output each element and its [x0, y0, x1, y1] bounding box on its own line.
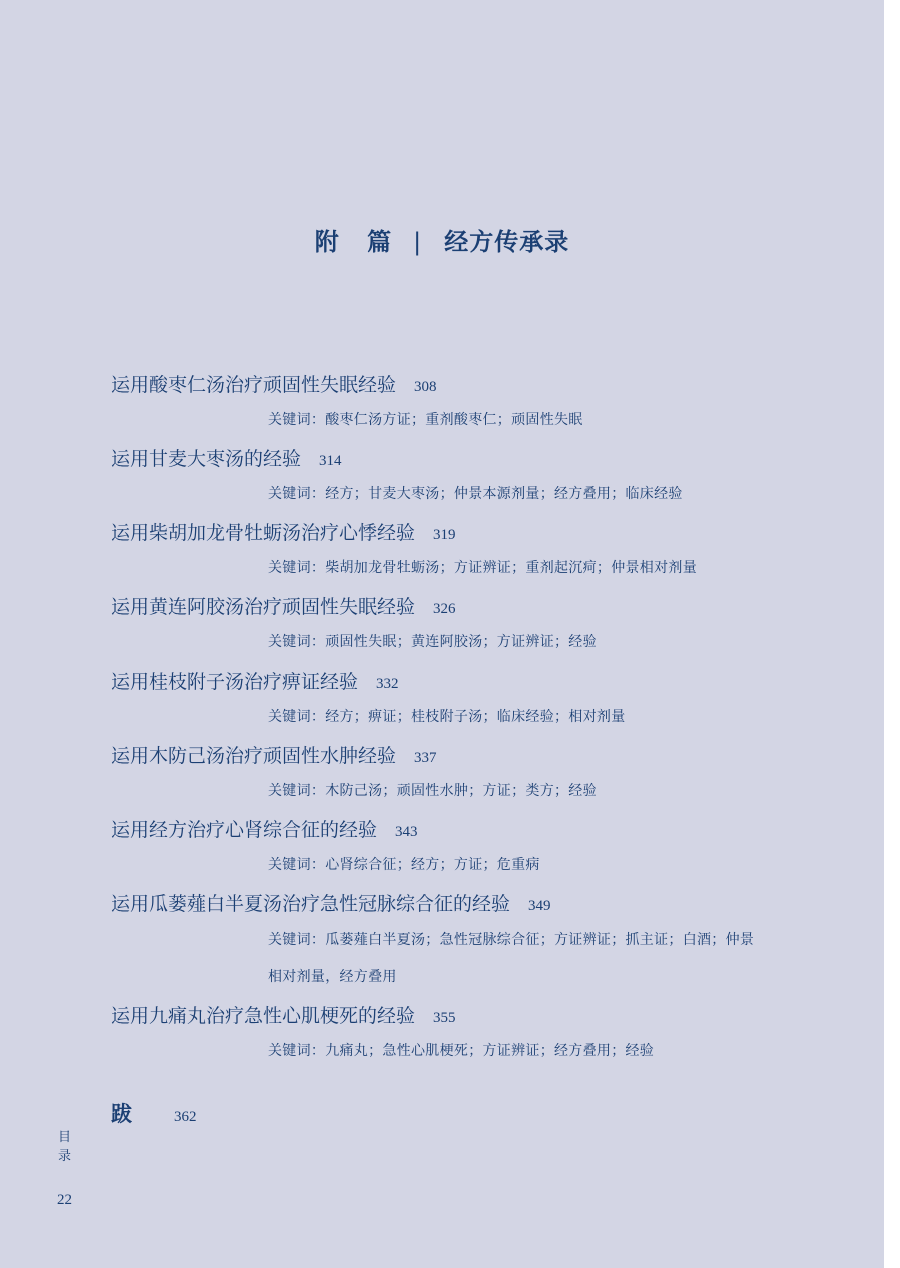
section-title	[0, 222, 884, 257]
toc-entry-title: 运用经方治疗心肾综合征的经验	[111, 819, 378, 841]
toc-entry[interactable]	[111, 818, 418, 844]
toc-entry-keywords: 关键词：柴胡加龙骨牡蛎汤；方证辨证；重剂起沉疴；仲景相对剂量	[268, 560, 697, 576]
toc-entry[interactable]	[111, 521, 456, 547]
toc-entry-title: 运用九痛丸治疗急性心肌梗死的经验	[111, 1005, 416, 1027]
toc-entry-page: 332	[376, 676, 399, 692]
page-number: 22	[57, 1192, 72, 1208]
toc-entry-keywords: 关键词：经方；痹证；桂枝附子汤；临床经验；相对剂量	[268, 709, 626, 725]
toc-entry[interactable]	[111, 595, 456, 621]
toc-entry-keywords: 关键词：木防己汤；顽固性水肿；方证；类方；经验	[268, 783, 597, 799]
toc-entry-keywords: 关键词：心肾综合征；经方；方证；危重病	[268, 857, 540, 873]
toc-entry-title: 运用黄连阿胶汤治疗顽固性失眠经验	[111, 596, 416, 618]
toc-entry[interactable]	[111, 744, 437, 770]
section-heading: 经方传承录	[444, 228, 570, 256]
postscript-title: 跋	[111, 1102, 132, 1126]
toc-entry-keywords: 关键词：瓜蒌薤白半夏汤；急性冠脉综合征；方证辨证；抓主证；白酒；仲景相对剂量，经方叠用	[268, 932, 755, 985]
toc-entry[interactable]	[111, 447, 342, 473]
toc-entry[interactable]	[111, 373, 437, 399]
toc-entry-page: 308	[414, 379, 437, 395]
toc-entry-page: 349	[528, 898, 551, 914]
toc-entry-page: 314	[319, 453, 342, 469]
toc-entry-title: 运用桂枝附子汤治疗痹证经验	[111, 671, 359, 693]
toc-entry-title: 运用酸枣仁汤治疗顽固性失眠经验	[111, 374, 397, 396]
running-head: 目录	[58, 1130, 72, 1164]
toc-entry-page: 355	[433, 1010, 456, 1026]
toc-entry-keywords: 关键词：顽固性失眠；黄连阿胶汤；方证辨证；经验	[268, 634, 597, 650]
toc-entry-keywords: 关键词：酸枣仁汤方证；重剂酸枣仁；顽固性失眠	[268, 412, 583, 428]
toc-entry-page: 337	[414, 750, 437, 766]
toc-entry-keywords: 关键词：经方；甘麦大枣汤；仲景本源剂量；经方叠用；临床经验	[268, 486, 683, 502]
toc-entry-title: 运用甘麦大枣汤的经验	[111, 448, 302, 470]
toc-entry-page: 326	[433, 601, 456, 617]
page-edge	[884, 0, 900, 1268]
toc-entry[interactable]	[111, 892, 551, 918]
toc-entry-page: 319	[433, 527, 456, 543]
toc-entry-title: 运用柴胡加龙骨牡蛎汤治疗心悸经验	[111, 522, 416, 544]
toc-entry-keywords: 关键词：九痛丸；急性心肌梗死；方证辨证；经方叠用；经验	[268, 1043, 655, 1059]
section-separator: |	[413, 228, 423, 256]
postscript-page: 362	[174, 1109, 197, 1125]
toc-entry-page: 343	[395, 824, 418, 840]
toc-entry[interactable]	[111, 1004, 456, 1030]
toc-entry[interactable]	[111, 670, 399, 696]
toc-entry-postscript[interactable]	[111, 1098, 197, 1128]
toc-entry-title: 运用木防己汤治疗顽固性水肿经验	[111, 745, 397, 767]
toc-entry-title: 运用瓜蒌薤白半夏汤治疗急性冠脉综合征的经验	[111, 893, 511, 915]
section-label: 附 篇	[314, 228, 402, 256]
